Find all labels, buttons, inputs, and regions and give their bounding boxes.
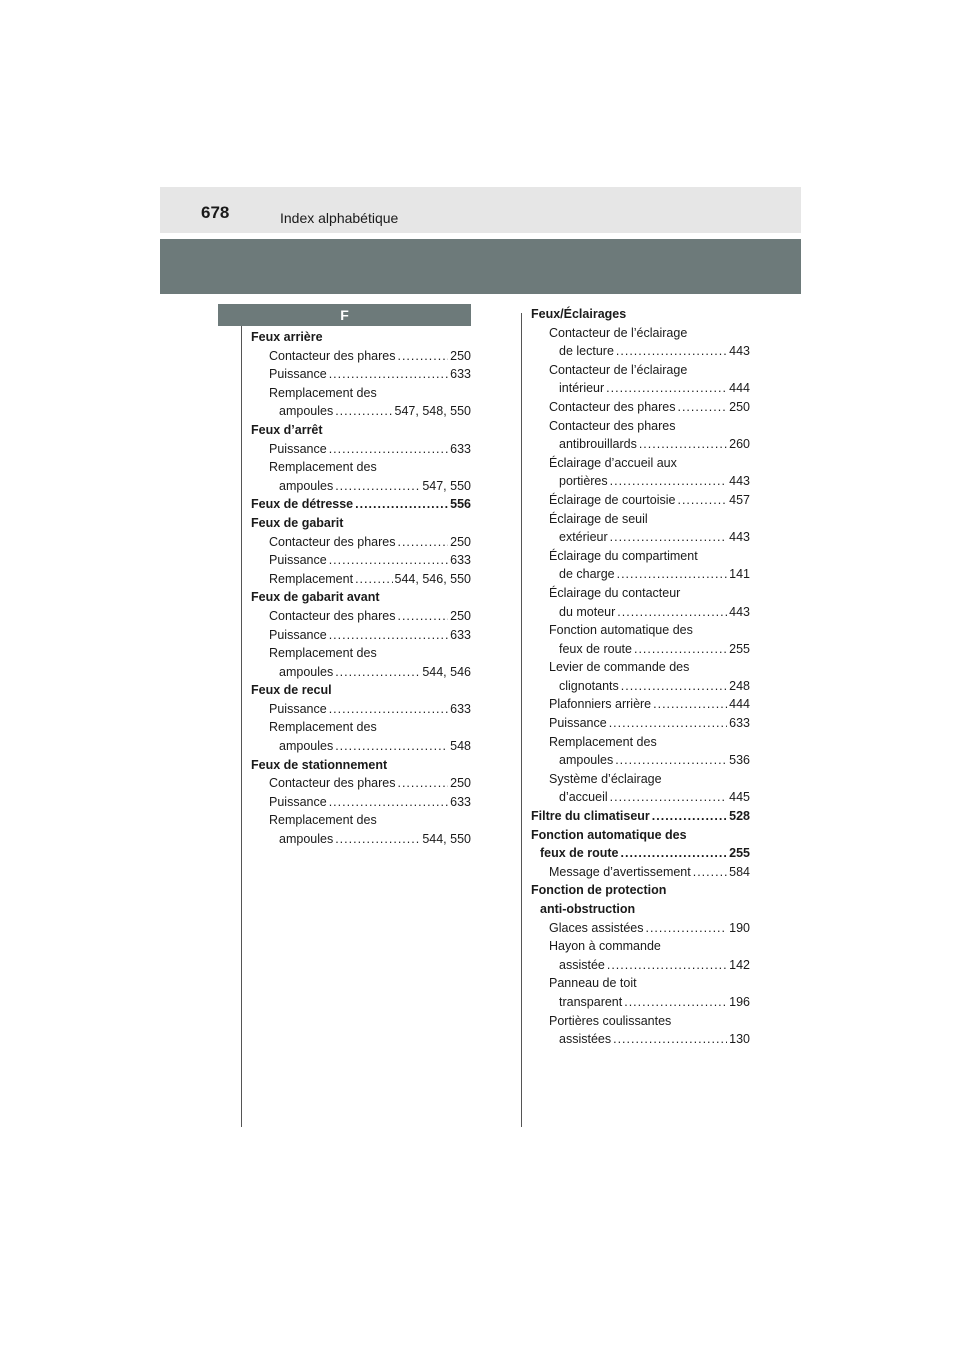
index-entry	[251, 384, 471, 403]
index-entry-pages: 255	[729, 641, 750, 656]
index-entry-text: intérieur	[559, 381, 605, 396]
index-entry	[531, 640, 750, 659]
index-entry	[251, 737, 471, 756]
index-entry	[251, 440, 471, 459]
dot-leader	[335, 830, 420, 849]
dot-leader	[617, 603, 727, 622]
dot-leader	[621, 844, 728, 863]
index-entry	[531, 770, 750, 789]
index-entry	[531, 919, 750, 938]
index-entry	[531, 974, 750, 993]
index-entry-text: Remplacement des	[269, 460, 377, 475]
dot-leader	[335, 737, 448, 756]
index-entry	[531, 510, 750, 529]
middle-column-rule	[521, 313, 522, 1127]
index-entry-text: Éclairage du compartiment	[549, 548, 698, 563]
index-entry	[531, 435, 750, 454]
index-entry-text: Système d’éclairage	[549, 771, 662, 786]
index-entry-text: d’accueil	[559, 790, 608, 805]
dot-leader	[645, 919, 727, 938]
index-entry-pages: 544, 546, 550	[394, 571, 471, 586]
index-entry	[531, 993, 750, 1012]
index-entry	[531, 621, 750, 640]
index-entry-text: Puissance	[549, 716, 607, 731]
index-entry	[251, 551, 471, 570]
dot-leader	[609, 714, 727, 733]
index-entry-pages: 528	[729, 809, 750, 824]
index-entry	[531, 937, 750, 956]
dot-leader	[610, 528, 728, 547]
index-entry	[531, 695, 750, 714]
index-entry-pages: 547, 548, 550	[394, 404, 471, 419]
index-entry	[251, 718, 471, 737]
dot-leader	[355, 570, 392, 589]
index-entry	[531, 714, 750, 733]
index-entry-text: Levier de commande des	[549, 660, 690, 675]
index-entry-text: Feux arrière	[251, 330, 323, 344]
index-entry-pages: 443	[729, 344, 750, 359]
dot-leader	[610, 788, 728, 807]
index-entry-pages: 548	[450, 739, 471, 754]
dot-leader	[693, 863, 727, 882]
index-entry-text: Message d’avertissement	[549, 864, 691, 879]
dot-leader	[639, 435, 727, 454]
index-entry-text: Fonction automatique des	[549, 623, 693, 638]
index-entry-text: Éclairage du contacteur	[549, 585, 681, 600]
dot-leader	[615, 751, 727, 770]
index-entry-text: Remplacement des	[269, 385, 377, 400]
index-entry-text: clignotants	[559, 678, 619, 693]
index-entry-text: Feux de stationnement	[251, 757, 388, 772]
index-entry-pages: 457	[729, 492, 750, 507]
index-entry	[531, 584, 750, 603]
dot-leader	[607, 956, 727, 975]
index-entry-text: Puissance	[269, 701, 327, 716]
index-entry-text: Feux de détresse	[251, 497, 354, 512]
index-entry-text: Puissance	[269, 794, 327, 809]
index-entry	[531, 379, 750, 398]
index-entry	[531, 658, 750, 677]
index-entry	[531, 1030, 750, 1049]
index-entry-text: Contacteur de l’éclairage	[549, 325, 688, 340]
index-entry-text: Feux de gabarit avant	[251, 590, 380, 605]
dot-leader	[613, 1030, 727, 1049]
index-entry	[531, 807, 750, 826]
index-entry	[531, 900, 750, 919]
index-entry-text: Remplacement des	[549, 734, 657, 749]
index-entry	[251, 607, 471, 626]
index-entry-text: Feux/Éclairages	[531, 307, 627, 321]
index-entry-pages: 130	[729, 1032, 750, 1047]
index-entry-pages: 443	[729, 474, 750, 489]
index-entry-pages: 196	[729, 994, 750, 1009]
index-entry	[251, 644, 471, 663]
index-entry-pages: 633	[450, 441, 471, 456]
dot-leader	[653, 695, 727, 714]
index-entry-pages: 142	[729, 957, 750, 972]
index-entry	[531, 844, 750, 863]
index-entry-pages: 584	[729, 864, 750, 879]
index-entry-pages: 633	[450, 627, 471, 642]
dot-leader	[329, 626, 448, 645]
index-entry-text: transparent	[559, 994, 623, 1009]
index-entry-text: Contacteur des phares	[269, 348, 396, 363]
index-entry-pages: 556	[450, 497, 471, 512]
dot-leader	[329, 440, 448, 459]
index-entry-pages: 190	[729, 920, 750, 935]
header-band	[160, 187, 801, 233]
index-entry	[531, 342, 750, 361]
index-entry-text: Panneau de toit	[549, 976, 637, 991]
index-entry	[531, 547, 750, 566]
index-entry-text: Feux de gabarit	[251, 515, 344, 530]
index-entry-text: portières	[559, 474, 608, 489]
index-entry-text: Contacteur de l’éclairage	[549, 362, 688, 377]
index-entry-text: Puissance	[269, 553, 327, 568]
index-entry-pages: 250	[450, 776, 471, 791]
index-entry	[251, 756, 471, 775]
index-entry-text: anti-obstruction	[540, 902, 636, 916]
index-entry-text: Feux d’arrêt	[251, 422, 323, 437]
index-entry	[251, 663, 471, 682]
index-entry	[251, 402, 471, 421]
index-entry-pages: 141	[729, 567, 750, 582]
index-entry-text: antibrouillards	[559, 437, 637, 452]
index-entry-text: Contacteur des phares	[269, 776, 396, 791]
index-entry-text: extérieur	[559, 530, 608, 545]
dot-leader	[329, 793, 448, 812]
index-entry-pages: 444	[729, 697, 750, 712]
index-entry	[531, 733, 750, 752]
index-entry	[531, 472, 750, 491]
index-entry-text: Contacteur des phares	[269, 608, 396, 623]
dot-leader	[329, 700, 448, 719]
dot-leader	[616, 342, 727, 361]
index-entry-text: ampoules	[279, 404, 334, 419]
index-entry	[531, 863, 750, 882]
index-entry-text: Contacteur des phares	[549, 418, 676, 433]
index-entry-text: Remplacement	[269, 571, 354, 586]
index-entry-pages: 255	[729, 846, 750, 861]
index-entry	[531, 881, 750, 900]
index-entry	[531, 324, 750, 343]
index-entry	[531, 677, 750, 696]
index-entry	[531, 751, 750, 770]
index-entry	[251, 811, 471, 830]
index-entry	[531, 788, 750, 807]
index-entry-text: de lecture	[559, 344, 614, 359]
dot-leader	[335, 663, 420, 682]
index-entry-pages: 633	[450, 553, 471, 568]
index-entry	[251, 365, 471, 384]
dot-leader	[677, 398, 727, 417]
index-entry	[251, 830, 471, 849]
index-entry-pages: 547, 550	[422, 478, 471, 493]
index-entry	[251, 458, 471, 477]
index-entry-text: Éclairage de seuil	[549, 511, 648, 526]
dot-leader	[335, 477, 420, 496]
index-entry	[251, 533, 471, 552]
index-entry	[251, 793, 471, 812]
index-entry-pages: 544, 546	[422, 664, 471, 679]
index-entry-pages: 250	[729, 399, 750, 414]
index-entry-text: Contacteur des phares	[269, 534, 396, 549]
index-entry	[531, 603, 750, 622]
dot-leader	[610, 472, 728, 491]
dot-leader	[329, 365, 448, 384]
index-entry-text: Remplacement des	[269, 720, 377, 735]
dot-leader	[677, 491, 727, 510]
index-entry-text: feux de route	[540, 846, 619, 861]
index-entry-text: Éclairage d’accueil aux	[549, 455, 677, 470]
index-entry	[251, 588, 471, 607]
dot-leader	[397, 347, 448, 366]
index-entry-text: assistées	[559, 1032, 612, 1047]
index-entry	[251, 328, 471, 347]
index-entry-text: Éclairage de courtoisie	[549, 492, 676, 507]
index-entry	[531, 1012, 750, 1031]
index-entry-pages: 633	[729, 716, 750, 731]
dot-leader	[355, 495, 448, 514]
index-entry-text: Plafonniers arrière	[549, 697, 652, 712]
page-number: 678	[201, 203, 230, 222]
index-entry-pages: 260	[729, 437, 750, 452]
index-entry	[251, 570, 471, 589]
index-entry	[251, 495, 471, 514]
index-entry	[531, 305, 750, 324]
index-entry	[531, 956, 750, 975]
index-entry	[251, 700, 471, 719]
index-entry-text: Filtre du climatiseur	[531, 809, 650, 824]
index-entry-text: Puissance	[269, 367, 327, 382]
index-entry	[251, 626, 471, 645]
dot-leader	[624, 993, 727, 1012]
section-letter-tab: F	[218, 304, 471, 326]
index-entry-pages: 443	[729, 604, 750, 619]
dot-leader	[621, 677, 727, 696]
index-entry	[251, 681, 471, 700]
index-entry-text: assistée	[559, 957, 605, 972]
dot-leader	[335, 402, 392, 421]
index-column-right	[531, 305, 750, 1049]
index-entry-text: de charge	[559, 567, 615, 582]
dot-leader	[397, 774, 448, 793]
dot-leader	[397, 533, 448, 552]
index-entry	[531, 398, 750, 417]
index-entry-text: Hayon à commande	[549, 939, 661, 954]
index-entry-text: ampoules	[559, 753, 614, 768]
index-entry	[531, 826, 750, 845]
header-title: Index alphabétique	[280, 210, 399, 226]
index-entry-text: du moteur	[559, 604, 616, 619]
index-entry-pages: 633	[450, 701, 471, 716]
index-entry-text: Fonction de protection	[531, 883, 667, 898]
index-entry	[251, 421, 471, 440]
index-entry-pages: 250	[450, 534, 471, 549]
index-entry-text: Contacteur des phares	[549, 399, 676, 414]
index-entry	[531, 528, 750, 547]
index-entry-pages: 250	[450, 348, 471, 363]
index-entry	[251, 514, 471, 533]
dot-leader	[397, 607, 448, 626]
index-entry-pages: 248	[729, 678, 750, 693]
index-entry-text: Fonction automatique des	[531, 827, 687, 842]
index-entry-pages: 544, 550	[422, 832, 471, 847]
index-entry-pages: 633	[450, 794, 471, 809]
index-entry-text: Puissance	[269, 627, 327, 642]
index-entry-text: Remplacement des	[269, 646, 377, 661]
index-entry-pages: 536	[729, 753, 750, 768]
index-entry-pages: 250	[450, 608, 471, 623]
index-entry-pages: 443	[729, 530, 750, 545]
index-entry	[251, 347, 471, 366]
index-entry-text: Feux de recul	[251, 683, 332, 698]
index-entry-pages: 444	[729, 381, 750, 396]
index-entry-text: Glaces assistées	[549, 920, 644, 935]
index-entry-text: Portières coulissantes	[549, 1013, 672, 1028]
index-entry-text: ampoules	[279, 664, 334, 679]
dot-leader	[634, 640, 727, 659]
index-entry	[531, 417, 750, 436]
index-entry-pages: 633	[450, 367, 471, 382]
index-entry-text: Puissance	[269, 441, 327, 456]
index-entry	[251, 774, 471, 793]
index-column-left	[251, 328, 471, 849]
index-entry	[251, 477, 471, 496]
dot-leader	[329, 551, 448, 570]
index-entry-text: feux de route	[559, 641, 632, 656]
index-entry	[531, 361, 750, 380]
index-entry-text: Remplacement des	[269, 813, 377, 828]
index-entry	[531, 565, 750, 584]
index-entry-text: ampoules	[279, 832, 334, 847]
dot-leader	[652, 807, 727, 826]
index-entry	[531, 454, 750, 473]
index-entry-pages: 445	[729, 790, 750, 805]
index-entry-text: ampoules	[279, 478, 334, 493]
index-entry	[531, 491, 750, 510]
section-band	[160, 239, 801, 294]
dot-leader	[606, 379, 727, 398]
index-entry-text: ampoules	[279, 739, 334, 754]
left-column-rule	[241, 326, 242, 1127]
dot-leader	[617, 565, 728, 584]
